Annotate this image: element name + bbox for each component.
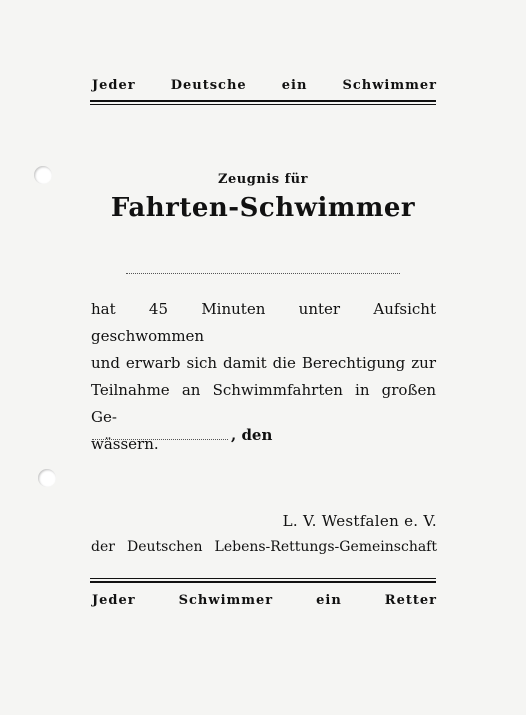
signature-parent: der Deutschen Lebens-Rettungs-Gemeinschaft [91,539,437,555]
date-row [92,426,272,444]
header-rule [90,100,436,105]
date-suffix: , den [231,426,273,444]
footer-motto: Jeder Schwimmer ein Retter [92,593,437,608]
certificate-title: Fahrten-Schwimmer [110,193,416,223]
header-motto: Jeder Deutsche ein Schwimmer [92,78,437,93]
footer-rule [90,578,436,583]
body-line: hat 45 Minuten unter Aufsicht geschwommen [91,300,436,345]
punch-hole-bottom [38,469,56,487]
place-dotted-line [92,439,228,440]
certificate-label: Zeugnis für [218,172,308,187]
body-line: und erwarb sich damit die Berechtigung zur [91,354,436,372]
name-dotted-line [126,273,400,274]
body-line: Teilnahme an Schwimmfahrten in großen Ge- [91,381,436,426]
body-line: wässern. [91,435,159,453]
signature-org: L. V. Westfalen e. V. [282,512,437,530]
